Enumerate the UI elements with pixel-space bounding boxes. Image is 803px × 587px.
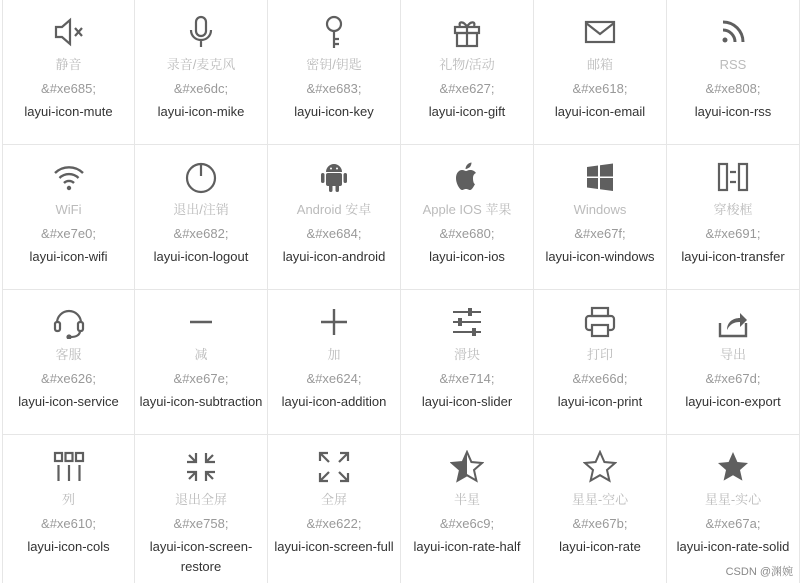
icon-label: 录音/麦克风 [166, 57, 236, 72]
icon-row [3, 435, 802, 583]
icon-class-name: layui-icon-cols [27, 539, 110, 554]
icon-class-name: layui-icon-ios [429, 249, 505, 264]
icon-card[interactable] [401, 0, 534, 145]
icon-code: &#xe627; [439, 81, 495, 96]
logout-icon [184, 159, 218, 195]
transfer-icon [716, 159, 750, 195]
icon-label: 密钥/钥匙 [306, 57, 362, 72]
icon-label: 邮箱 [586, 57, 613, 72]
cols-icon [52, 449, 86, 485]
icon-card[interactable] [135, 435, 268, 583]
icon-card[interactable] [3, 435, 135, 583]
icon-card[interactable] [135, 145, 268, 290]
icon-card[interactable] [667, 290, 800, 435]
icon-label: 减 [194, 347, 208, 362]
icon-class-name: layui-icon-mute [24, 104, 113, 119]
wifi-icon [52, 159, 86, 195]
icon-code: &#xe610; [41, 516, 96, 531]
headset-icon [52, 304, 86, 340]
icon-class-name: layui-icon-slider [421, 394, 513, 409]
mute-icon [52, 14, 86, 50]
icon-class-name: layui-icon-rate-solid [676, 539, 790, 554]
icon-class-name: layui-icon-service [18, 394, 119, 409]
icon-label: 退出/注销 [173, 202, 229, 217]
icon-card[interactable] [667, 0, 800, 145]
icon-label: 客服 [55, 347, 82, 362]
icon-class-name: layui-icon-subtraction [139, 394, 263, 409]
icon-label: 导出 [719, 347, 746, 362]
icon-code: &#xe6dc; [173, 81, 229, 96]
icon-row [3, 0, 802, 145]
icon-card[interactable] [534, 0, 667, 145]
icon-class-name: layui-icon-gift [428, 104, 506, 119]
icon-code: &#xe626; [41, 371, 96, 386]
icon-code: &#xe618; [572, 81, 628, 96]
icon-class-name: layui-icon-export [685, 394, 781, 409]
icon-label: 全屏 [320, 492, 347, 507]
icon-code: &#xe682; [173, 226, 229, 241]
icon-code: &#xe7e0; [41, 226, 96, 241]
icon-class-name: layui-icon-addition [281, 394, 387, 409]
icon-class-name: layui-icon-print [557, 394, 643, 409]
icon-label: WiFi [55, 202, 82, 217]
minus-icon [184, 304, 218, 340]
icon-label: 星星-实心 [704, 492, 762, 507]
icon-class-name: layui-icon-logout [153, 249, 249, 264]
key-icon [317, 14, 351, 50]
icon-code: &#xe691; [705, 226, 761, 241]
icon-code: &#xe622; [306, 516, 362, 531]
icon-label: 加 [327, 347, 341, 362]
icon-class-name: layui-icon-screen-full [274, 539, 394, 554]
icon-class-name: layui-icon-transfer [681, 249, 785, 264]
icon-card[interactable] [3, 145, 135, 290]
mike-icon [184, 14, 218, 50]
icon-card[interactable] [3, 0, 135, 145]
icon-code: &#xe67b; [572, 516, 628, 531]
icon-label: RSS [719, 57, 747, 72]
icon-class-name: layui-icon-key [294, 104, 374, 119]
icon-label: 滑块 [453, 347, 480, 362]
icon-label: 退出全屏 [174, 492, 227, 507]
icon-class-name: layui-icon-mike [157, 104, 245, 119]
icon-code: &#xe67d; [705, 371, 761, 386]
icon-class-name: layui-icon-windows [545, 249, 655, 264]
icon-card[interactable] [401, 290, 534, 435]
icon-code: &#xe685; [41, 81, 96, 96]
icon-card[interactable] [268, 145, 401, 290]
screen-restore-icon [184, 449, 218, 485]
printer-icon [583, 304, 617, 340]
icon-grid [2, 0, 802, 583]
icon-label: 静音 [55, 57, 82, 72]
star-half-icon [450, 449, 484, 485]
icon-code: &#xe808; [705, 81, 761, 96]
plus-icon [317, 304, 351, 340]
icon-card[interactable] [135, 0, 268, 145]
icon-card[interactable] [667, 435, 800, 583]
icon-code: &#xe6c9; [439, 516, 495, 531]
android-icon [317, 159, 351, 195]
icon-code: &#xe684; [306, 226, 362, 241]
icon-card[interactable] [3, 290, 135, 435]
icon-code: &#xe624; [306, 371, 362, 386]
icon-code: &#xe683; [306, 81, 362, 96]
rss-icon [716, 14, 750, 50]
icon-class-name: layui-icon-android [282, 249, 386, 264]
icon-code: &#xe67e; [173, 371, 229, 386]
icon-label: 穿梭框 [713, 202, 753, 217]
icon-row [3, 145, 802, 290]
icon-code: &#xe67f; [574, 226, 626, 241]
icon-code: &#xe714; [439, 371, 495, 386]
icon-label: 列 [61, 492, 75, 507]
icon-card[interactable] [135, 290, 268, 435]
windows-icon [583, 159, 617, 195]
icon-class-name: layui-icon-rate-half [413, 539, 521, 554]
icon-card[interactable] [534, 145, 667, 290]
screen-full-icon [317, 449, 351, 485]
gift-icon [450, 14, 484, 50]
icon-card[interactable] [268, 0, 401, 145]
apple-icon [450, 159, 484, 195]
icon-label: Windows [573, 202, 627, 217]
icon-card[interactable] [534, 435, 667, 583]
icon-label: 打印 [586, 347, 613, 362]
icon-code: &#xe67a; [705, 516, 761, 531]
icon-class-name: layui-icon-screen-restore [149, 539, 253, 574]
csdn-watermark: CSDN @渊婉 [725, 566, 793, 578]
icon-class-name: layui-icon-email [554, 104, 646, 119]
icon-label: Apple IOS 苹果 [422, 202, 512, 217]
icon-card[interactable] [268, 290, 401, 435]
slider-icon [450, 304, 484, 340]
icon-code: &#xe66d; [572, 371, 628, 386]
icon-card[interactable] [401, 435, 534, 583]
icon-code: &#xe758; [173, 516, 229, 531]
icon-row [3, 290, 802, 435]
icon-class-name: layui-icon-rss [694, 104, 772, 119]
icon-card[interactable] [534, 290, 667, 435]
email-icon [583, 14, 617, 50]
star-solid-icon [716, 449, 750, 485]
icon-code: &#xe680; [439, 226, 495, 241]
icon-label: 礼物/活动 [439, 57, 495, 72]
icon-label: Android 安卓 [296, 202, 372, 217]
icon-label: 星星-空心 [571, 492, 629, 507]
star-outline-icon [583, 449, 617, 485]
icon-class-name: layui-icon-wifi [29, 249, 108, 264]
icon-class-name: layui-icon-rate [559, 539, 641, 554]
icon-card[interactable] [401, 145, 534, 290]
icon-label: 半星 [453, 492, 480, 507]
icon-card[interactable] [268, 435, 401, 583]
icon-card[interactable] [667, 145, 800, 290]
export-icon [716, 304, 750, 340]
